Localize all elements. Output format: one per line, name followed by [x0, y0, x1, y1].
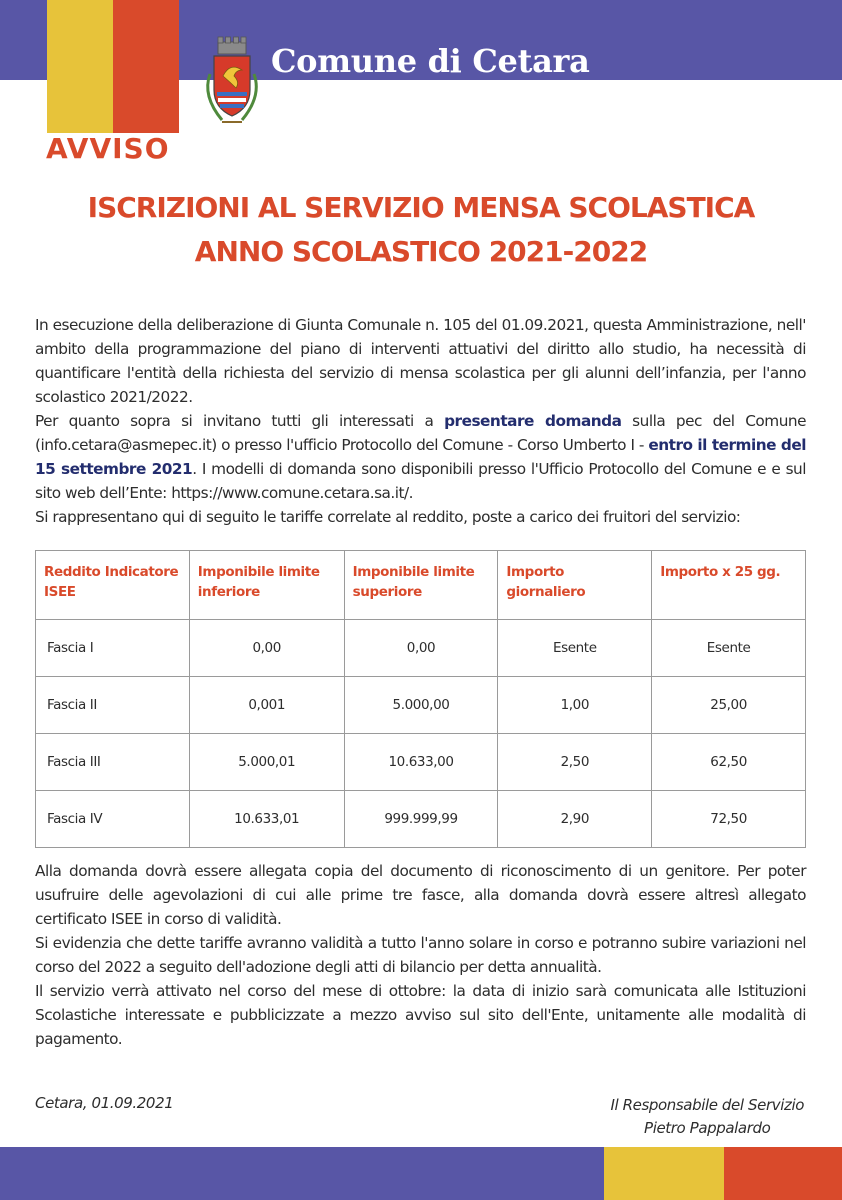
signer-role: Il Responsabile del Servizio	[610, 1096, 804, 1114]
page-headline	[0, 186, 842, 274]
intro-paragraph	[35, 313, 806, 529]
table-row	[36, 620, 806, 677]
table-cell: 25,00	[652, 677, 806, 734]
invite-text-end: . I modelli di domanda sono disponibili presso l'Ufficio Protocollo del Comune e e sul sito web dell’Ente: https://www.comune.cetara.sa.it/.	[35, 460, 806, 502]
column-header-lower-limit: Imponibile limite inferiore	[189, 551, 344, 620]
table-row	[36, 677, 806, 734]
tariff-table	[35, 550, 806, 848]
notice-label: AVVISO	[46, 132, 170, 165]
table-cell: 5.000,00	[344, 677, 498, 734]
signer-name: Pietro Pappalardo	[644, 1119, 771, 1137]
invite-highlight-submit: presentare domanda	[444, 412, 622, 430]
headline-line-1: ISCRIZIONI AL SERVIZIO MENSA SCOLASTICA	[87, 191, 755, 224]
footer-stripe-red	[724, 1147, 842, 1200]
table-cell: 1,00	[498, 677, 652, 734]
flag-stripe-yellow	[47, 0, 113, 133]
closing-paragraph-1: Alla domanda dovrà essere allegata copia del documento di riconoscimento di un genitore. Per poter usufruire delle agevolazioni di cui alle prime tre fasce, alla domanda dovrà essere altresì allegato certificato ISEE in corso di validità.	[35, 862, 806, 928]
closing-paragraph-2: Si evidenzia che dette tariffe avranno validità a tutto l'anno solare in corso e potranno subire variazioni nel corso del 2022 a seguito dell'adozione degli atti di bilancio per detta annualità.	[35, 934, 806, 976]
headline-line-2: ANNO SCOLASTICO 2021-2022	[194, 235, 648, 268]
intro-sentence: In esecuzione della deliberazione di Giunta Comunale n. 105 del 01.09.2021, questa Amministrazione, nell' ambito della programmazione del piano di interventi attuativi del diritto allo studio, ha necessità di quantificare l'entità della richiesta del servizio di mensa scolastica per gli alunni dell’infanzia, per l'anno scolastico 2021/2022.	[35, 316, 806, 406]
table-cell: Fascia III	[36, 734, 190, 791]
table-cell: 0,001	[189, 677, 344, 734]
table-cell: Esente	[652, 620, 806, 677]
table-header-row	[36, 551, 806, 620]
table-cell: Fascia IV	[36, 791, 190, 848]
table-intro: Si rappresentano qui di seguito le tariffe correlate al reddito, poste a carico dei fruitori del servizio:	[35, 508, 741, 526]
column-header-25-days-amount: Importo x 25 gg.	[652, 551, 806, 620]
municipal-coat-of-arms-icon	[196, 34, 268, 134]
table-cell: 0,00	[189, 620, 344, 677]
table-row	[36, 734, 806, 791]
table-cell: 2,90	[498, 791, 652, 848]
table-cell: 72,50	[652, 791, 806, 848]
invite-text-start: Per quanto sopra si invitano tutti gli interessati a	[35, 412, 445, 430]
table-cell: 2,50	[498, 734, 652, 791]
column-header-upper-limit: Imponibile limite superiore	[344, 551, 498, 620]
column-header-isee: Reddito Indicatore ISEE	[36, 551, 190, 620]
table-cell: 0,00	[344, 620, 498, 677]
invite-paragraph	[35, 409, 806, 505]
closing-paragraphs	[35, 859, 806, 1051]
closing-paragraph-3: Il servizio verrà attivato nel corso del mese di ottobre: la data di inizio sarà comunicata alle Istituzioni Scolastiche interessate e pubblicizzate a mezzo avviso sul sito dell'Ente, unitamente alle modalità di pagamento.	[35, 982, 806, 1048]
table-cell: Fascia II	[36, 677, 190, 734]
table-cell: 10.633,00	[344, 734, 498, 791]
signature-block	[610, 1094, 804, 1140]
municipality-title: Comune di Cetara	[271, 42, 590, 80]
column-header-daily-amount: Importo giornaliero	[498, 551, 652, 620]
invite-text-middle: sulla pec del Comune (info.cetara@asmepec.it) o presso l'ufficio Protocollo del Comune - Corso Umberto I -	[35, 412, 806, 454]
table-cell: Esente	[498, 620, 652, 677]
flag-stripe-red	[113, 0, 179, 133]
footer-stripe-yellow	[604, 1147, 724, 1200]
table-cell: 62,50	[652, 734, 806, 791]
place-and-date: Cetara, 01.09.2021	[35, 1094, 174, 1112]
table-row	[36, 791, 806, 848]
table-cell: 999.999,99	[344, 791, 498, 848]
invite-highlight-deadline: entro il termine del 15 settembre 2021	[35, 436, 806, 478]
table-cell: Fascia I	[36, 620, 190, 677]
table-cell: 5.000,01	[189, 734, 344, 791]
table-cell: 10.633,01	[189, 791, 344, 848]
